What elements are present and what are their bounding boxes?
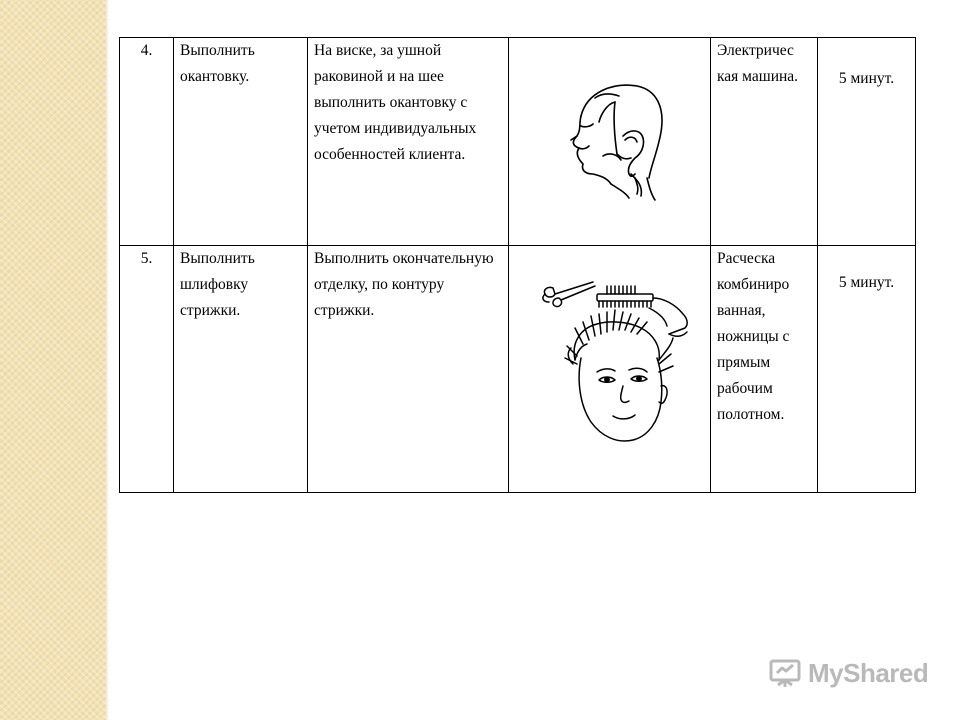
step-tool: Расческа комбиниро ванная, ножницы с прямым рабочим полотном. bbox=[711, 246, 818, 493]
step-description: На виске, за ушной раковиной и на шее выполнить окантовку с учетом индивидуальных особенностей клиента. bbox=[308, 38, 509, 246]
decorative-left-strip bbox=[0, 0, 106, 720]
step-time: 5 минут. bbox=[818, 246, 916, 493]
presentation-board-icon bbox=[768, 656, 802, 690]
procedure-table bbox=[119, 37, 916, 493]
myshared-watermark bbox=[768, 656, 928, 690]
step-action: Выполнить окантовку. bbox=[174, 38, 308, 246]
step-illustration bbox=[509, 246, 711, 493]
table-row bbox=[120, 246, 916, 493]
head-profile-illustration bbox=[551, 78, 671, 208]
child-face-comb-illustration bbox=[537, 274, 693, 450]
step-action: Выполнить шлифовку стрижки. bbox=[174, 246, 308, 493]
step-time: 5 минут. bbox=[818, 38, 916, 246]
step-number: 5. bbox=[120, 246, 174, 493]
step-description: Выполнить окончательную отделку, по контуру стрижки. bbox=[308, 246, 509, 493]
table-row bbox=[120, 38, 916, 246]
step-tool: Электричес кая машина. bbox=[711, 38, 818, 246]
step-number: 4. bbox=[120, 38, 174, 246]
step-illustration bbox=[509, 38, 711, 246]
watermark-text: MyShared bbox=[808, 657, 929, 688]
